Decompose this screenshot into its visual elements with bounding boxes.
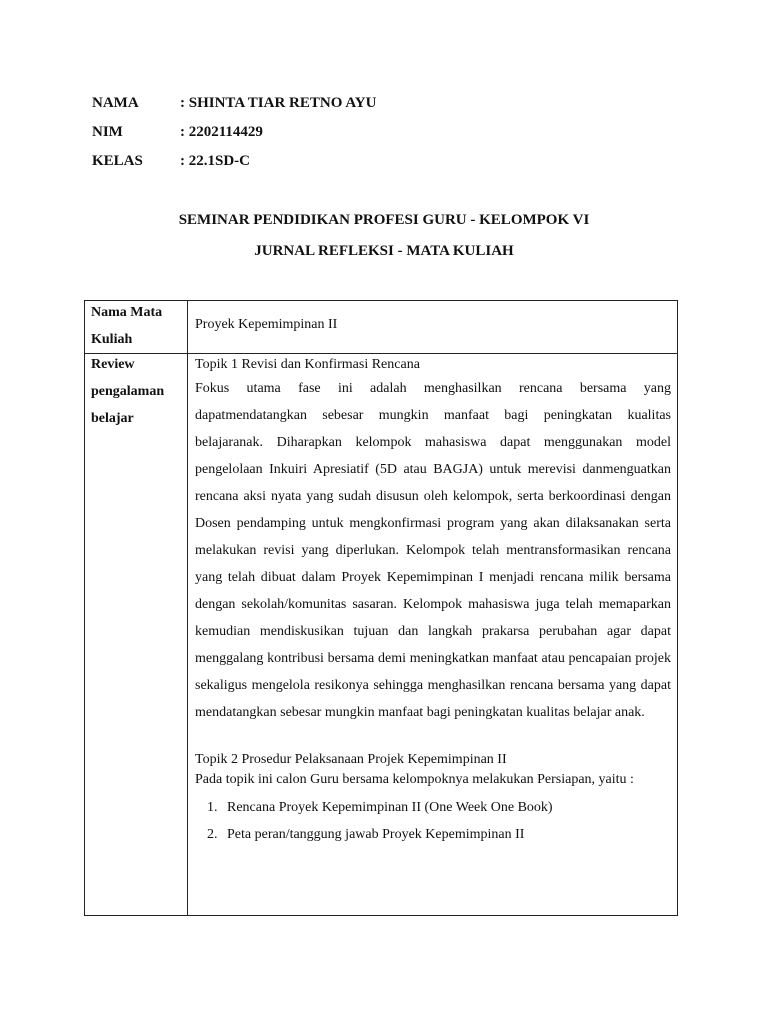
column-divider [187, 301, 188, 915]
document-subtitle: JURNAL REFLEKSI - MATA KULIAH [254, 243, 514, 259]
list-item-text: Peta peran/tanggung jawab Proyek Kepemimpinan II [227, 827, 525, 842]
name-value: : SHINTA TIAR RETNO AYU [180, 95, 377, 111]
list-item-text: Rencana Proyek Kepemimpinan II (One Week One Book) [227, 800, 553, 815]
subject-value: Proyek Kepemimpinan II [195, 317, 338, 332]
list-item [195, 794, 671, 821]
journal-table [84, 300, 678, 916]
topic1-body: Fokus utama fase ini adalah menghasilkan rencana bersama yang dapatmendatangkan sebesar mungkin manfaat bagi peningkatan kualitas belajaranak. Diharapkan kelompok mahasiswa dapat menggunakan model pengelolaan Inkuiri Apresiatif (5D atau BAGJA) untuk merevisi danmenguatkan rencana aksi nyata yang sudah disusun oleh kelompok, serta berkoordinasi dengan Dosen pendamping untuk mengkonfirmasi program yang akan dilaksanakan serta melakukan revisi yang diperlukan. Kelompok telah mentransformasikan rencana yang telah dibuat dalam Proyek Kepemimpinan I menjadi rencana milik bersama dengan sekolah/komunitas sasaran. Kelompok mahasiswa juga telah memaparkan kemudian mendiskusikan tujuan dan langkah prakarsa perubahan agar dapat menggalang kontribusi bersama demi meningkatkan manfaat atau pencapaian projek sekaligus mengelola resikonya sehingga menghasilkan rencana bersama yang dapat mendatangkan sebesar mungkin manfaat bagi peningkatan kualitas belajar anak. [195, 381, 671, 720]
list-item [195, 821, 671, 848]
subject-label: Nama Mata Kuliah [91, 305, 163, 347]
name-label: NAMA [92, 95, 139, 111]
review-content [195, 355, 671, 848]
document-title: SEMINAR PENDIDIKAN PROFESI GURU - KELOMPOK VI [178, 212, 590, 228]
preparation-list [195, 794, 671, 848]
kelas-label: KELAS [92, 153, 143, 169]
list-item-number: 1. [207, 800, 218, 815]
kelas-value: : 22.1SD-C [180, 153, 250, 169]
nim-label: NIM [92, 124, 123, 140]
topic1-title: Topik 1 Revisi dan Konfirmasi Rencana [195, 357, 420, 372]
list-item-number: 2. [207, 827, 218, 842]
review-label: Review pengalaman belajar [91, 357, 165, 426]
nim-value: : 2202114429 [180, 124, 263, 140]
topic2-title: Topik 2 Prosedur Pelaksanaan Projek Kepemimpinan II [195, 752, 507, 767]
topic2-intro: Pada topik ini calon Guru bersama kelompoknya melakukan Persiapan, yaitu : [195, 772, 634, 787]
